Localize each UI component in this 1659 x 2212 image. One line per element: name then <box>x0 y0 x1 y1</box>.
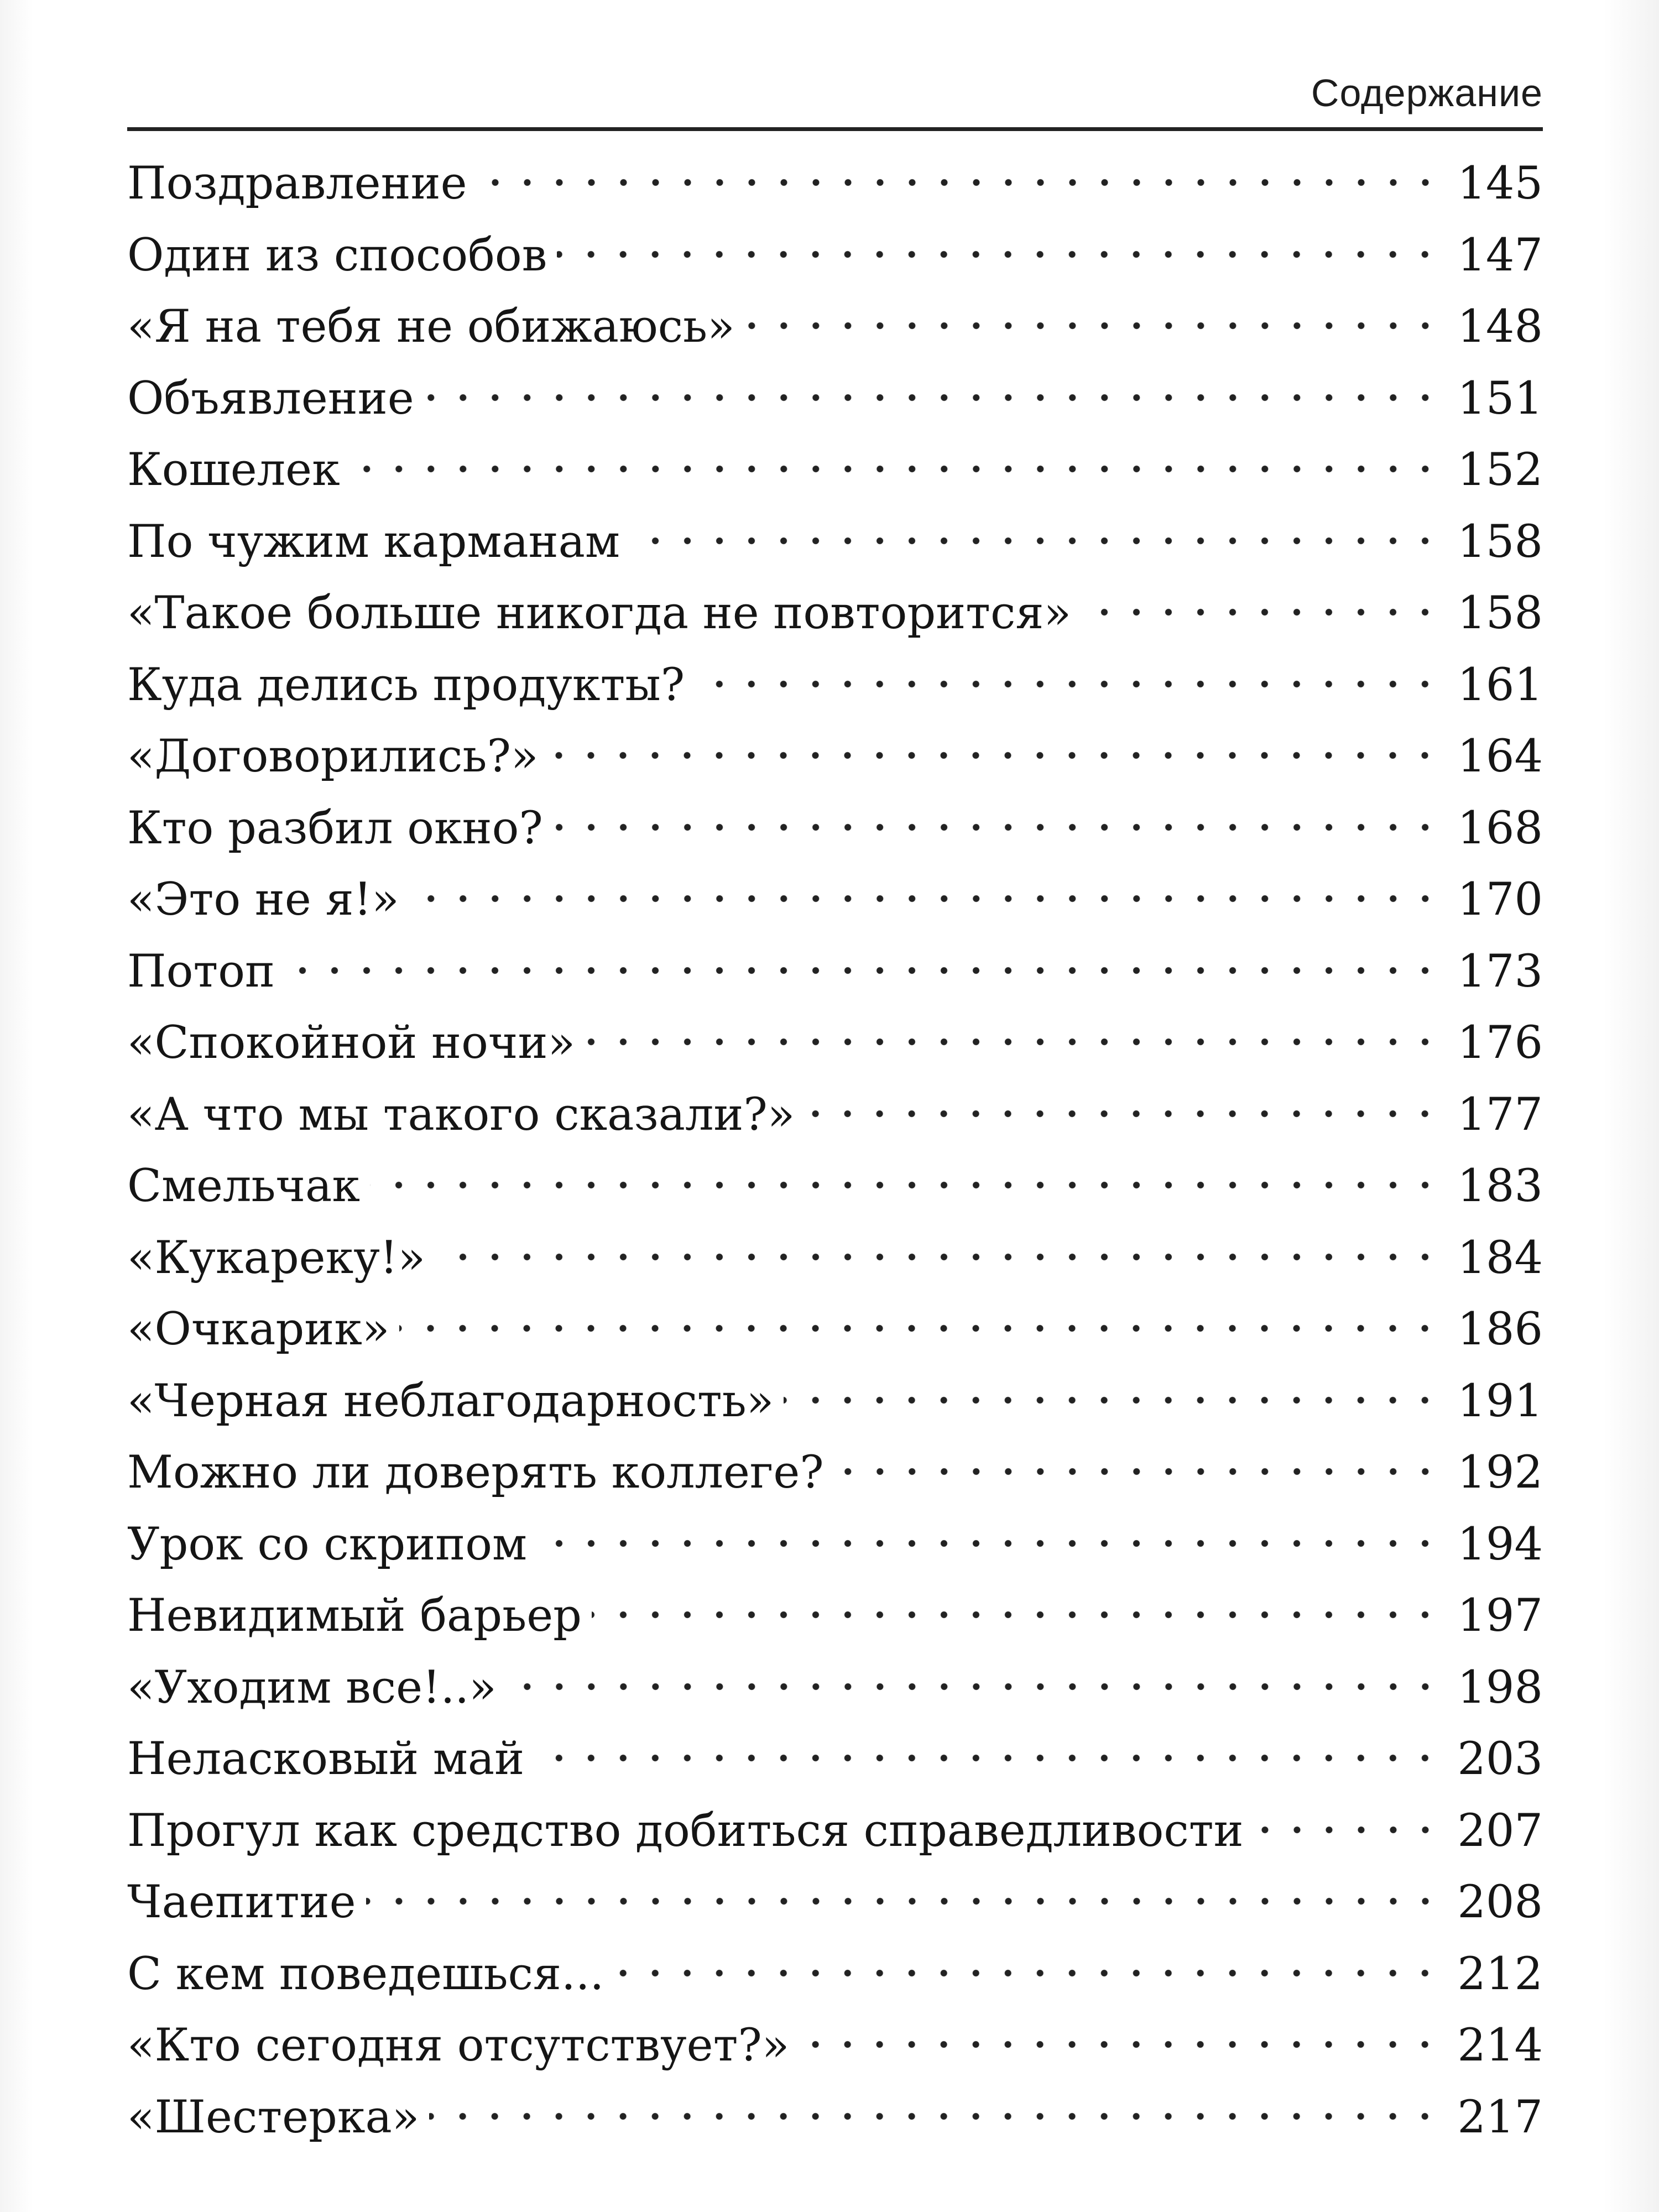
toc-entry <box>127 1375 1543 1451</box>
dot-leader <box>695 680 1441 688</box>
toc-entry-title: «Такое больше никогда не повторится» <box>127 587 1072 639</box>
toc-entry-page-number: 151 <box>1457 372 1543 425</box>
dot-leader <box>614 1969 1441 1977</box>
dot-leader <box>534 1754 1441 1762</box>
toc-entry-page-number: 198 <box>1457 1661 1543 1714</box>
toc-entry-page-number: 147 <box>1457 229 1543 281</box>
toc-entry-title: «Кто сегодня отсутствует?» <box>127 2020 790 2072</box>
toc-entry <box>127 659 1543 735</box>
dot-leader <box>285 967 1441 974</box>
dot-leader <box>553 823 1441 831</box>
toc-entry-page-number: 184 <box>1457 1232 1543 1284</box>
dot-leader <box>507 1683 1441 1691</box>
dot-leader <box>799 2041 1441 2048</box>
dot-leader <box>399 1324 1441 1332</box>
toc-entry <box>127 1017 1543 1093</box>
dot-leader <box>1081 608 1441 616</box>
toc-entry <box>127 372 1543 448</box>
toc-entry-title: Можно ли доверять коллеге? <box>127 1447 824 1499</box>
toc-entry <box>127 1590 1543 1666</box>
toc-entry-page-number: 168 <box>1457 802 1543 854</box>
toc-entry-title: Объявление <box>127 372 414 425</box>
toc-entry-title: Неласковый май <box>127 1733 525 1785</box>
dot-leader <box>548 752 1441 759</box>
toc-entry-page-number: 158 <box>1457 515 1543 568</box>
dot-leader <box>435 1253 1441 1261</box>
toc-entry <box>127 229 1543 305</box>
toc-entry-title: Кошелек <box>127 444 340 496</box>
toc-entry-title: Прогул как средство добиться справедливости <box>127 1804 1244 1857</box>
dot-leader <box>424 394 1441 401</box>
toc-entry-title: «Спокойной ночи» <box>127 1017 575 1069</box>
toc-entry-page-number: 214 <box>1457 2020 1543 2072</box>
toc-entry-page-number: 152 <box>1457 444 1543 496</box>
dot-leader <box>592 1611 1441 1619</box>
toc-entry-page-number: 192 <box>1457 1447 1543 1499</box>
toc-entry <box>127 587 1543 663</box>
toc-entry-title: Невидимый барьер <box>127 1590 582 1642</box>
toc-entry <box>127 1160 1543 1236</box>
toc-entry <box>127 1232 1543 1308</box>
toc-entry <box>127 2091 1543 2167</box>
toc-entry-title: «Уходим все!..» <box>127 1661 497 1714</box>
toc-entry <box>127 1804 1543 1881</box>
toc-entry <box>127 1876 1543 1952</box>
toc-entry-page-number: 208 <box>1457 1876 1543 1928</box>
toc-entry-title: «Кукареку!» <box>127 1232 425 1284</box>
toc-entry-title: С кем поведешься... <box>127 1948 604 2000</box>
toc-entry <box>127 1733 1543 1809</box>
toc-entry <box>127 444 1543 520</box>
toc-entry-title: Поздравление <box>127 158 467 210</box>
toc-entry <box>127 158 1543 233</box>
dot-leader <box>630 537 1441 545</box>
toc-entry-page-number: 191 <box>1457 1375 1543 1427</box>
toc-entry-page-number: 176 <box>1457 1017 1543 1069</box>
toc-entry-title: «А что мы такого сказали?» <box>127 1088 795 1141</box>
dot-leader <box>1254 1826 1441 1834</box>
toc-entry-title: По чужим карманам <box>127 515 620 568</box>
dot-leader <box>366 1897 1441 1905</box>
dot-leader <box>477 179 1441 186</box>
toc-entry-page-number: 183 <box>1457 1160 1543 1212</box>
toc-entry <box>127 1088 1543 1165</box>
header-title: Содержание <box>1311 71 1543 114</box>
toc-entry <box>127 802 1543 878</box>
dot-leader <box>585 1038 1441 1046</box>
dot-leader <box>805 1110 1441 1118</box>
toc-entry <box>127 2020 1543 2095</box>
dot-leader <box>784 1396 1441 1404</box>
dot-leader <box>350 465 1441 473</box>
toc-entry <box>127 1303 1543 1379</box>
toc-entry-title: «Это не я!» <box>127 874 399 926</box>
toc-entry-title: «Очкарик» <box>127 1303 390 1355</box>
toc-entry-title: Куда делись продукты? <box>127 659 685 711</box>
dot-leader <box>834 1468 1441 1475</box>
toc-entry <box>127 945 1543 1021</box>
toc-entry-page-number: 207 <box>1457 1804 1543 1857</box>
toc-entry-title: Один из способов <box>127 229 547 281</box>
toc-entry <box>127 1447 1543 1522</box>
dot-leader <box>557 251 1441 258</box>
toc-entry-page-number: 145 <box>1457 158 1543 210</box>
toc-entry-page-number: 203 <box>1457 1733 1543 1785</box>
toc-entry <box>127 1661 1543 1738</box>
toc-entry-title: «Я на тебя не обижаюсь» <box>127 301 735 353</box>
toc-entry-title: Потоп <box>127 945 275 998</box>
toc-entry <box>127 874 1543 950</box>
dot-leader <box>429 2112 1441 2120</box>
table-of-contents <box>127 158 1543 2167</box>
toc-entry-page-number: 197 <box>1457 1590 1543 1642</box>
toc-entry-title: Смельчак <box>127 1160 360 1212</box>
toc-entry-page-number: 177 <box>1457 1088 1543 1141</box>
toc-entry-page-number: 161 <box>1457 659 1543 711</box>
toc-entry-title: «Шестерка» <box>127 2091 420 2143</box>
toc-entry-title: Кто разбил окно? <box>127 802 543 854</box>
toc-entry <box>127 1518 1543 1594</box>
toc-entry-page-number: 186 <box>1457 1303 1543 1355</box>
toc-entry <box>127 301 1543 377</box>
toc-entry-page-number: 194 <box>1457 1518 1543 1571</box>
toc-entry-page-number: 164 <box>1457 731 1543 782</box>
toc-entry-page-number: 158 <box>1457 587 1543 639</box>
dot-leader <box>537 1540 1441 1547</box>
dot-leader <box>370 1181 1441 1189</box>
toc-entry <box>127 515 1543 592</box>
toc-entry-page-number: 173 <box>1457 945 1543 998</box>
toc-entry <box>127 1948 1543 2024</box>
toc-entry-page-number: 217 <box>1457 2091 1543 2143</box>
toc-entry-title: «Черная неблагодарность» <box>127 1375 774 1427</box>
toc-entry <box>127 731 1543 806</box>
running-header <box>127 66 1543 131</box>
toc-entry-page-number: 148 <box>1457 301 1543 353</box>
dot-leader <box>409 895 1441 902</box>
toc-entry-title: Чаепитие <box>127 1876 356 1928</box>
toc-entry-page-number: 212 <box>1457 1948 1543 2000</box>
toc-entry-page-number: 170 <box>1457 874 1543 926</box>
toc-entry-title: Урок со скрипом <box>127 1518 527 1571</box>
toc-entry-title: «Договорились?» <box>127 731 539 782</box>
dot-leader <box>745 322 1441 330</box>
